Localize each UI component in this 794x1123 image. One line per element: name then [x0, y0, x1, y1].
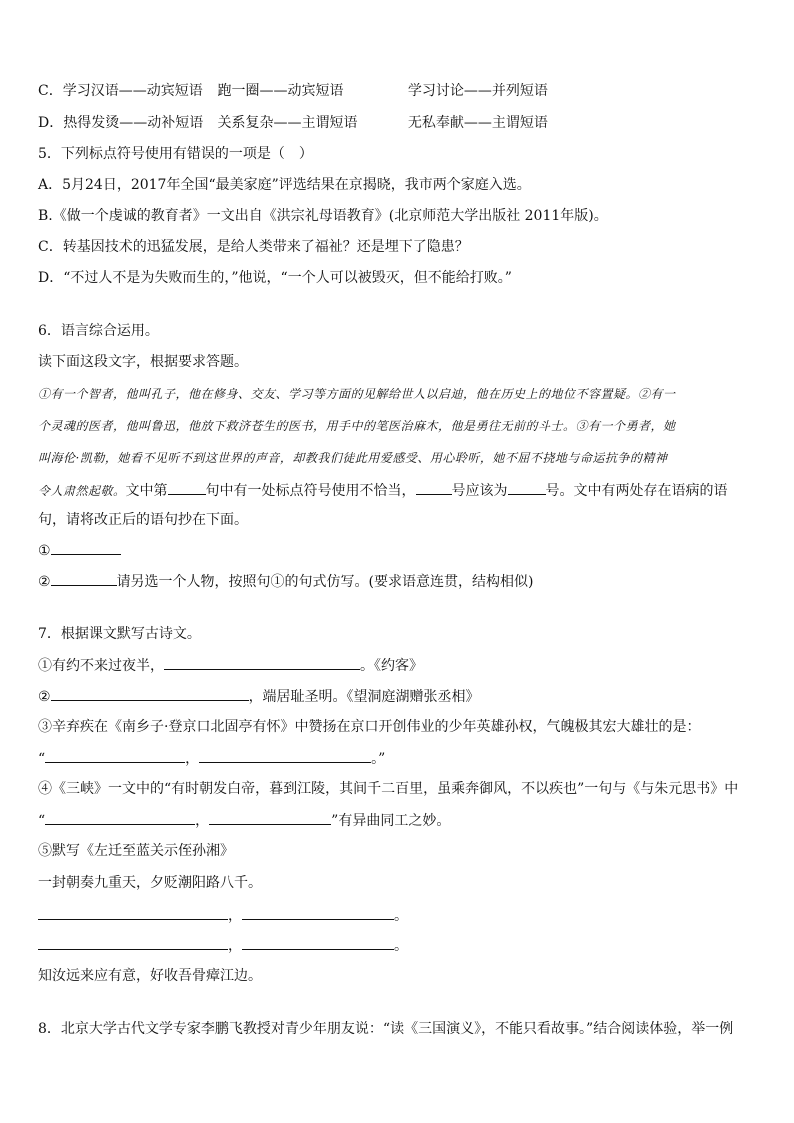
q4-option-c: C．学习汉语——动宾短语 跑一圈——动宾短语 学习讨论——并列短语: [38, 83, 548, 99]
q7-stem: 7．根据课文默写古诗文。: [38, 626, 201, 642]
answer-blank-1[interactable]: [51, 540, 121, 555]
q7-item-4: ④《三峡》一文中的“有时朝发白帝，暮到江陵，其间千二百里，虽乘奔御风，不以疾也”一句与《与朱元思书》中: [38, 781, 739, 797]
q6-passage-line-5: 句，请将改正后的语句抄在下面。: [38, 512, 248, 528]
q7-blank-4a[interactable]: [45, 810, 195, 825]
poem-blank-3b[interactable]: [242, 935, 394, 950]
q4-option-d: D．热得发烫——动补短语 关系复杂——主谓短语 无私奉献——主谓短语: [38, 115, 548, 131]
q7-item-5: ⑤默写《左迁至蓝关示侄孙湘》: [38, 843, 234, 859]
q7-blank-4b[interactable]: [209, 810, 331, 825]
q5-option-c: C．转基因技术的迅猛发展，是给人类带来了福祉？还是埋下了隐患？: [38, 239, 469, 255]
q6-instruction: 读下面这段文字，根据要求答题。: [38, 354, 248, 370]
q6-passage-line-4: 令人肃然起敬。文中第 句中有一处标点符号使用不恰当， 号应该为 号。文中有两处存在语病的语: [38, 480, 728, 501]
poem-line-4: 知汝远来应有意，好收吾骨瘴江边。: [38, 968, 262, 984]
poem-blank-2b[interactable]: [242, 905, 394, 920]
q6-passage-line-1: ①有一个智者，他叫孔子，他在修身、交友、学习等方面的见解给世人以启迪，他在历史上的地位不容置疑。②有一: [38, 387, 676, 401]
q7-item-3: ③辛弃疾在《南乡子·登京口北固亭有怀》中赞扬在京口开创伟业的少年英雄孙权，气魄极其宏大雄壮的是：: [38, 719, 701, 735]
q7-blank-1[interactable]: [164, 655, 360, 670]
q7-blank-2[interactable]: [51, 686, 249, 701]
poem-blank-3a[interactable]: [38, 935, 228, 950]
blank-wrong-mark[interactable]: [416, 480, 452, 495]
q5-option-b: B.《做一个虔诚的教育者》一文出自《洪宗礼母语教育》(北京师范大学出版社 2011年版)。: [38, 208, 608, 224]
poem-line-2: ， 。: [38, 905, 408, 926]
q7-blank-3b[interactable]: [199, 748, 371, 763]
blank-sentence-number[interactable]: [168, 480, 206, 495]
q6-passage-line-3: 叫海伦·凯勒，她看不见听不到这世界的声音，却教我们徒此用爱感受、用心聆听，她不屈不挠地与命运抗争的精神: [38, 451, 668, 465]
q7-item-2: ② ，端居耻圣明。《望洞庭湖赠张丞相》: [38, 686, 480, 707]
poem-line-3: ， 。: [38, 935, 408, 956]
q7-item-1: ①有约不来过夜半， 。《约客》: [38, 655, 423, 676]
poem-blank-2a[interactable]: [38, 905, 228, 920]
q6-stem: 6．语言综合运用。: [38, 323, 159, 339]
q6-answer-1: ①: [38, 540, 121, 561]
q6-passage-line-2: 个灵魂的医者，他叫鲁迅，他放下救济苍生的医书，用手中的笔医治麻木，他是勇往无前的斗士。③有一个勇者，她: [38, 419, 676, 433]
q7-blank-3a[interactable]: [45, 748, 185, 763]
q5-option-d: D．“不过人不是为失败而生的，”他说，“一个人可以被毁灭，但不能给打败。”: [38, 270, 512, 286]
q7-item-3-answer: “ ， 。”: [38, 748, 385, 769]
q8-stem: 8．北京大学古代文学专家李鹏飞教授对青少年朋友说：“读《三国演义》，不能只看故事。”结合阅读体验，举一例: [38, 1021, 734, 1037]
poem-line-1: 一封朝奏九重天，夕贬潮阳路八千。: [38, 875, 262, 891]
q7-item-4-answer: “ ， ”有异曲同工之妙。: [38, 810, 450, 831]
blank-correct-mark[interactable]: [508, 480, 546, 495]
answer-blank-2[interactable]: [51, 571, 117, 586]
q5-option-a: A．5月24日，2017年全国“最美家庭”评选结果在京揭晓，我市两个家庭入选。: [38, 177, 531, 193]
q6-answer-2: ② 请另选一个人物，按照句①的句式仿写。(要求语意连贯，结构相似): [38, 571, 534, 592]
q5-stem: 5．下列标点符号使用有错误的一项是（ ）: [38, 146, 313, 162]
